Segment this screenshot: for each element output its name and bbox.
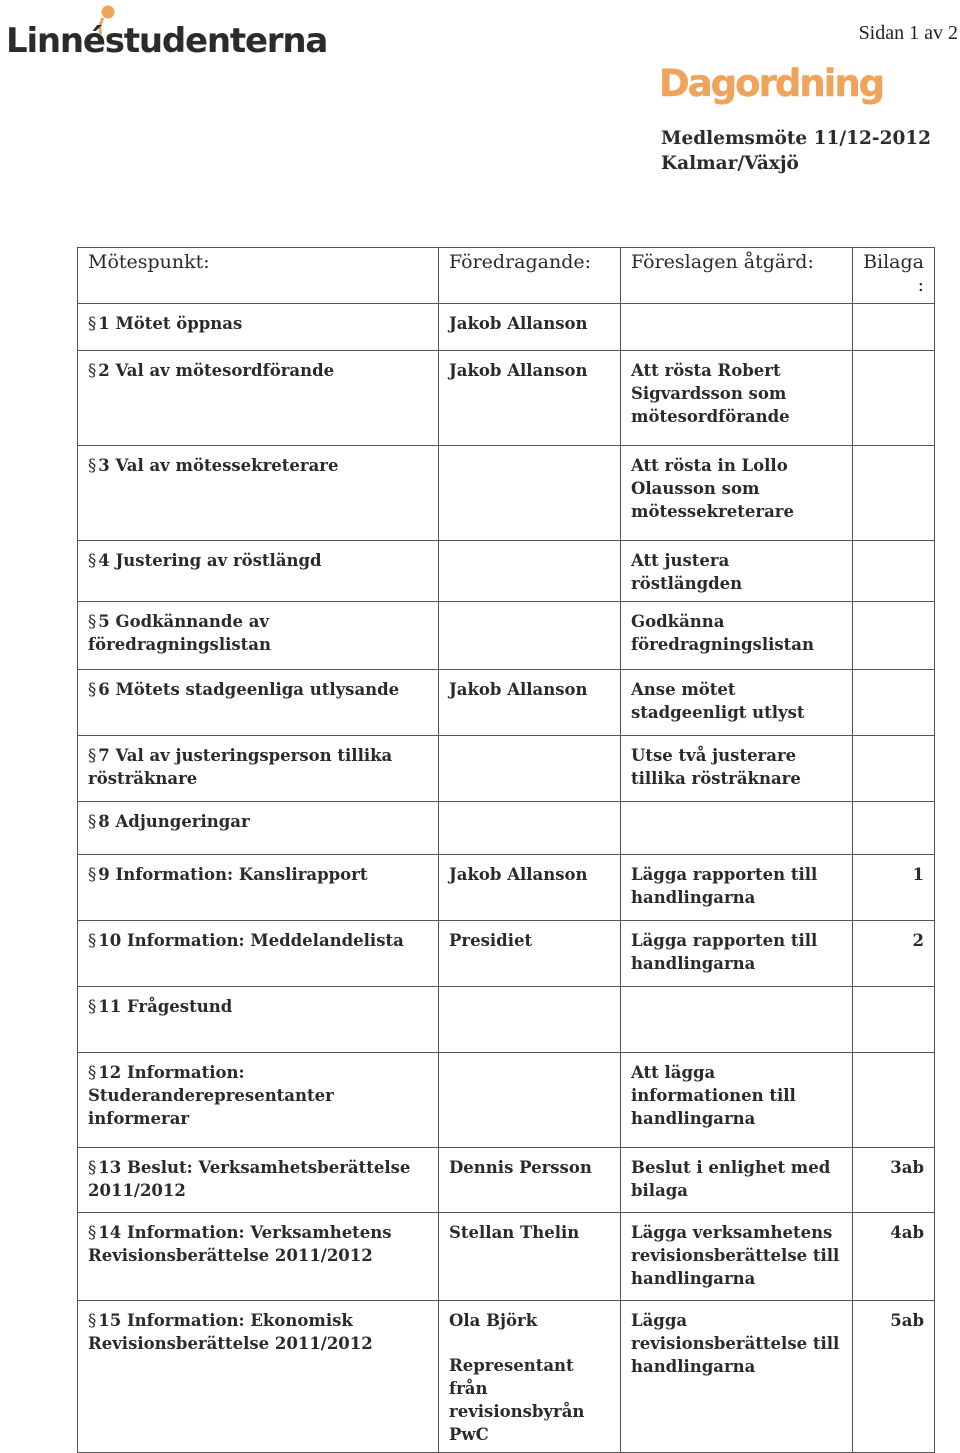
meeting-title: Medlemsmöte 11/12-2012 <box>661 128 932 149</box>
proposed-action: Lägga verksamhetens revisionsberättelse till handlingarna <box>631 1223 840 1288</box>
agenda-item-cell <box>78 304 439 351</box>
table-row <box>78 670 935 736</box>
agenda-item-cell <box>78 1213 439 1301</box>
agenda-item-text: 9 Information: Kanslirapport <box>98 865 368 884</box>
attachment-ref: 3ab <box>890 1158 924 1177</box>
proposed-action: Utse två justerare tillika rösträknare <box>631 746 801 788</box>
agenda-item-text: 15 Information: Ekonomisk Revisionsberättelse 2011/2012 <box>88 1311 373 1353</box>
presenter-cell <box>439 921 621 987</box>
document-title: Dagordning <box>659 62 884 105</box>
proposed-action: Anse mötet stadgeenligt utlyst <box>631 680 805 722</box>
action-cell <box>621 1053 853 1148</box>
presenter-cell <box>439 541 621 602</box>
agenda-item-cell <box>78 987 439 1053</box>
presenter-name: Jakob Allanson <box>449 314 588 333</box>
section-symbol: § <box>88 1311 97 1330</box>
agenda-item-text: 13 Beslut: Verksamhetsberättelse 2011/2012 <box>88 1158 411 1200</box>
section-symbol: § <box>88 361 97 380</box>
svg-text:Linnéstudenterna: Linnéstudenterna <box>6 21 328 61</box>
agenda-item-text: 4 Justering av röstlängd <box>98 551 322 570</box>
proposed-action: Att justera röstlängden <box>631 551 743 593</box>
header-attachment: Bilaga : <box>853 248 935 304</box>
attachment-cell <box>853 602 935 670</box>
presenter-cell <box>439 1053 621 1148</box>
attachment-ref: 2 <box>912 931 924 950</box>
presenter-cell <box>439 855 621 921</box>
agenda-item-cell <box>78 670 439 736</box>
action-cell <box>621 304 853 351</box>
action-cell <box>621 987 853 1053</box>
section-symbol: § <box>88 1063 97 1082</box>
action-cell <box>621 670 853 736</box>
presenter-cell <box>439 1148 621 1213</box>
table-row <box>78 1053 935 1148</box>
agenda-item-text: 7 Val av justeringsperson tillika rösträknare <box>88 746 393 788</box>
presenter-note: Representant från revisionsbyrån PwC <box>449 1356 585 1444</box>
section-symbol: § <box>88 931 97 950</box>
section-symbol: § <box>88 746 97 765</box>
action-cell <box>621 736 853 802</box>
table-row <box>78 602 935 670</box>
agenda-item-text: 6 Mötets stadgeenliga utlysande <box>98 680 400 699</box>
attachment-cell <box>853 987 935 1053</box>
section-symbol: § <box>88 314 97 333</box>
agenda-item-cell <box>78 736 439 802</box>
action-cell <box>621 602 853 670</box>
agenda-item-cell <box>78 351 439 446</box>
agenda-item-cell <box>78 855 439 921</box>
header-action: Föreslagen åtgärd: <box>621 248 853 304</box>
action-cell <box>621 1213 853 1301</box>
agenda-body <box>78 304 935 1453</box>
attachment-cell <box>853 736 935 802</box>
presenter-cell <box>439 802 621 855</box>
action-cell <box>621 351 853 446</box>
table-row <box>78 736 935 802</box>
table-row <box>78 446 935 541</box>
meeting-info <box>661 126 931 176</box>
agenda-item-cell <box>78 1053 439 1148</box>
action-cell <box>621 855 853 921</box>
attachment-ref: 1 <box>912 865 924 884</box>
section-symbol: § <box>88 680 97 699</box>
section-symbol: § <box>88 1158 97 1177</box>
agenda-item-text: 8 Adjungeringar <box>98 812 250 831</box>
table-row <box>78 802 935 855</box>
proposed-action: Att lägga informationen till handlingarna <box>631 1063 796 1128</box>
linnestudenterna-logo <box>6 0 336 62</box>
agenda-item-cell <box>78 802 439 855</box>
table-row <box>78 1301 935 1453</box>
proposed-action: Beslut i enlighet med bilaga <box>631 1158 831 1200</box>
table-row <box>78 1213 935 1301</box>
table-row <box>78 1148 935 1213</box>
section-symbol: § <box>88 865 97 884</box>
attachment-cell <box>853 304 935 351</box>
attachment-cell <box>853 921 935 987</box>
presenter-cell <box>439 602 621 670</box>
agenda-item-text: 3 Val av mötessekreterare <box>98 456 339 475</box>
agenda-item-cell <box>78 921 439 987</box>
agenda-item-text: 12 Information: Studeranderepresentanter informerar <box>88 1063 334 1128</box>
proposed-action: Att rösta Robert Sigvardsson som mötesordförande <box>631 361 790 426</box>
agenda-item-cell <box>78 1301 439 1453</box>
agenda-item-text: 11 Frågestund <box>98 997 233 1016</box>
proposed-action: Lägga revisionsberättelse till handlingarna <box>631 1311 840 1376</box>
attachment-cell <box>853 1301 935 1453</box>
action-cell <box>621 541 853 602</box>
presenter-cell <box>439 304 621 351</box>
presenter-name: Dennis Persson <box>449 1158 592 1177</box>
agenda-item-cell <box>78 1148 439 1213</box>
table-row <box>78 987 935 1053</box>
table-row <box>78 351 935 446</box>
agenda-item-cell <box>78 602 439 670</box>
action-cell <box>621 446 853 541</box>
table-row <box>78 541 935 602</box>
attachment-cell <box>853 541 935 602</box>
agenda-item-text: 1 Mötet öppnas <box>98 314 243 333</box>
table-row <box>78 921 935 987</box>
presenter-cell <box>439 670 621 736</box>
presenter-name: Jakob Allanson <box>449 361 588 380</box>
agenda-item-text: 5 Godkännande av föredragningslistan <box>88 612 271 654</box>
section-symbol: § <box>88 1223 97 1242</box>
proposed-action: Lägga rapporten till handlingarna <box>631 931 818 973</box>
action-cell <box>621 1301 853 1453</box>
attachment-ref: 4ab <box>890 1223 924 1242</box>
presenter-cell <box>439 1301 621 1453</box>
proposed-action: Lägga rapporten till handlingarna <box>631 865 818 907</box>
attachment-cell <box>853 802 935 855</box>
attachment-ref: 5ab <box>890 1311 924 1330</box>
section-symbol: § <box>88 456 97 475</box>
section-symbol: § <box>88 551 97 570</box>
presenter-name: Ola Björk <box>449 1311 538 1330</box>
presenter-name: Jakob Allanson <box>449 865 588 884</box>
presenter-cell <box>439 446 621 541</box>
header-presenter: Föredragande: <box>439 248 621 304</box>
section-symbol: § <box>88 612 97 631</box>
page-number: Sidan 1 av 2 <box>858 22 958 44</box>
table-row <box>78 304 935 351</box>
proposed-action: Att rösta in Lollo Olausson som mötessekreterare <box>631 456 794 521</box>
agenda-item-text: 10 Information: Meddelandelista <box>98 931 404 950</box>
action-cell <box>621 1148 853 1213</box>
attachment-cell <box>853 855 935 921</box>
agenda-item-cell <box>78 446 439 541</box>
attachment-cell <box>853 1053 935 1148</box>
action-cell <box>621 802 853 855</box>
presenter-cell <box>439 351 621 446</box>
attachment-cell <box>853 670 935 736</box>
table-header-row <box>78 248 935 304</box>
meeting-place: Kalmar/Växjö <box>661 153 799 174</box>
agenda-item-cell <box>78 541 439 602</box>
presenter-name: Jakob Allanson <box>449 680 588 699</box>
agenda-table <box>77 247 935 1453</box>
presenter-name: Stellan Thelin <box>449 1223 580 1242</box>
action-cell <box>621 921 853 987</box>
section-symbol: § <box>88 812 97 831</box>
presenter-cell <box>439 1213 621 1301</box>
table-row <box>78 855 935 921</box>
attachment-cell <box>853 446 935 541</box>
section-symbol: § <box>88 997 97 1016</box>
presenter-cell <box>439 736 621 802</box>
attachment-cell <box>853 1213 935 1301</box>
agenda-item-text: 2 Val av mötesordförande <box>98 361 335 380</box>
header-item: Mötespunkt: <box>78 248 439 304</box>
attachment-cell <box>853 351 935 446</box>
presenter-cell <box>439 987 621 1053</box>
agenda-item-text: 14 Information: Verksamhetens Revisionsberättelse 2011/2012 <box>88 1223 392 1265</box>
presenter-name: Presidiet <box>449 931 533 950</box>
attachment-cell <box>853 1148 935 1213</box>
proposed-action: Godkänna föredragningslistan <box>631 612 814 654</box>
